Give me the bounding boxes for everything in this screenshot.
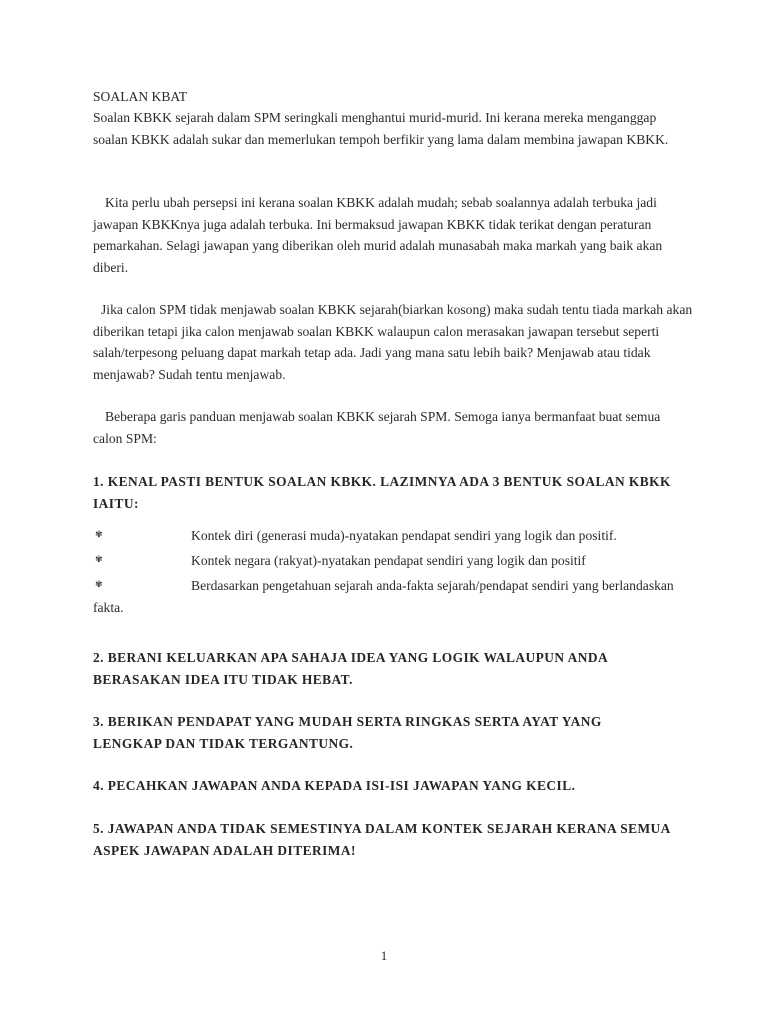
ornament-bullet-icon: ✾ [95, 555, 103, 565]
guideline-heading-2: 2. BERANI KELUARKAN APA SAHAJA IDEA YANG LOGIK WALAUPUN ANDA BERASAKAN IDEA ITU TIDAK HEBAT. [93, 650, 608, 687]
guideline-heading-4: 4. PECAHKAN JAWAPAN ANDA KEPADA ISI-ISI JAWAPAN YANG KECIL. [93, 778, 576, 793]
paragraph-intro: Soalan KBKK sejarah dalam SPM seringkali menghantui murid-murid. Ini kerana mereka menganggap soalan KBKK adalah sukar dan memerlukan tempoh berfikir yang lama dalam membina jawapan KBKK. [93, 110, 669, 147]
guideline-heading-5: 5. JAWAPAN ANDA TIDAK SEMESTINYA DALAM KONTEK SEJARAH KERANA SEMUA ASPEK JAWAPAN ADALAH DITERIMA! [93, 821, 671, 858]
ornament-bullet-icon: ✾ [95, 580, 103, 590]
guideline-heading-3: 3. BERIKAN PENDAPAT YANG MUDAH SERTA RINGKAS SERTA AYAT YANG LENGKAP DAN TIDAK TERGANTUNG. [93, 714, 602, 751]
paragraph-perception: Kita perlu ubah persepsi ini kerana soalan KBKK adalah mudah; sebab soalannya adalah terbuka jadi jawapan KBKKnya juga adalah terbuka. Ini bermaksud jawapan KBKK tidak terikat dengan peraturan pemarkahan. Selagi jawapan yang diberikan oleh murid adalah munasabah maka markah yang baik akan diberi. [93, 195, 663, 275]
list-item-text: Berdasarkan pengetahuan sejarah anda-fakta sejarah/pendapat sendiri yang berlandaskan fakta. [93, 578, 674, 615]
page-number: 1 [380, 948, 388, 963]
list-item [93, 525, 693, 547]
paragraph-answering: Jika calon SPM tidak menjawab soalan KBKK sejarah(biarkan kosong) maka sudah tentu tiada markah akan diberikan tetapi jika calon menjawab soalan KBKK walaupun calon merasakan jawapan tersebut seperti salah/terpesong peluang dapat markah tetap ada. Jadi yang mana satu lebih baik? Menjawab atau tidak menjawab? Sudah tentu menjawab. [93, 302, 693, 382]
paragraph-guidelines-intro: Beberapa garis panduan menjawab soalan KBKK sejarah SPM. Semoga ianya bermanfaat buat semua calon SPM: [93, 409, 661, 446]
list-item [93, 575, 693, 618]
document-title: SOALAN KBAT [93, 89, 188, 104]
list-item-text: Kontek negara (rakyat)-nyatakan pendapat sendiri yang logik dan positif [191, 553, 586, 568]
ornament-bullet-icon: ✾ [95, 530, 103, 540]
list-item-text: Kontek diri (generasi muda)-nyatakan pendapat sendiri yang logik dan positif. [191, 528, 617, 543]
list-item [93, 550, 693, 572]
guideline-heading-1: 1. KENAL PASTI BENTUK SOALAN KBKK. LAZIMNYA ADA 3 BENTUK SOALAN KBKK IAITU: [93, 474, 671, 511]
